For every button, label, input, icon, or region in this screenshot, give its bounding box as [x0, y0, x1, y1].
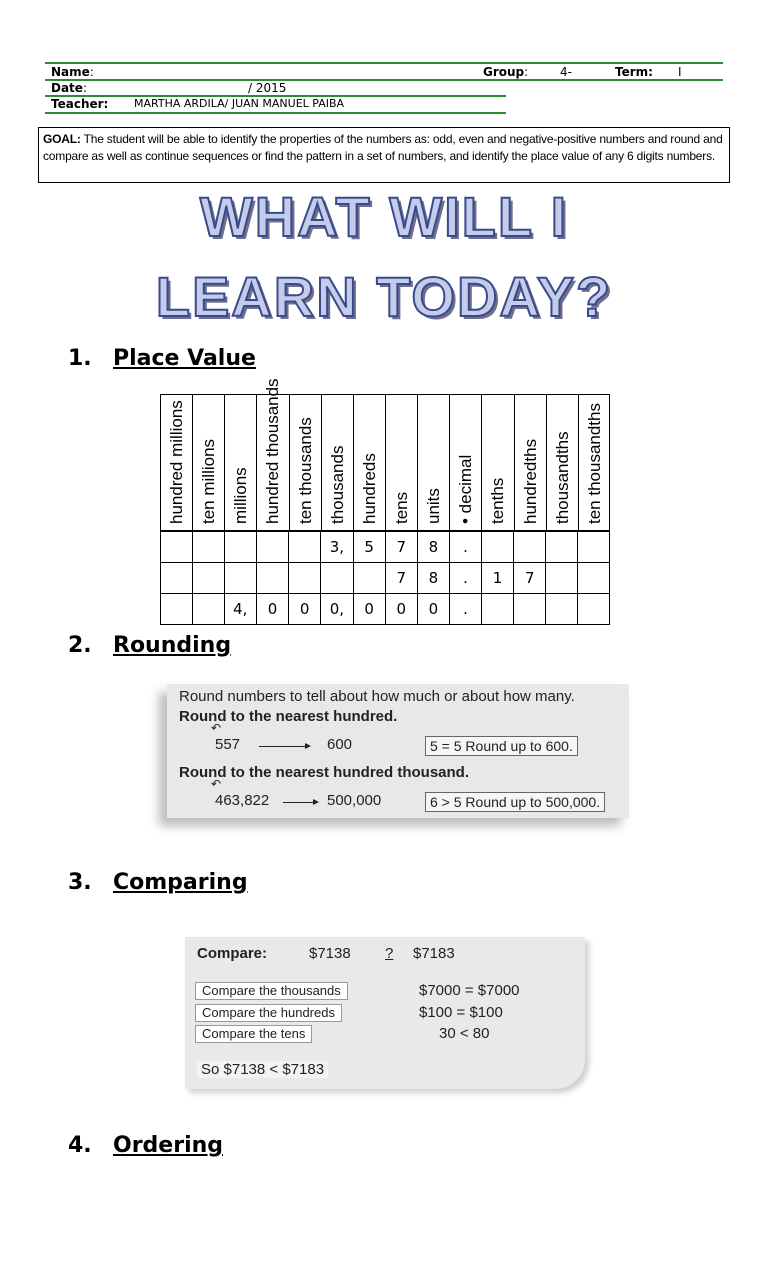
name-field: Name: [51, 65, 94, 79]
table-cell: 0 [289, 594, 321, 625]
compare-a: $7138 [309, 945, 351, 962]
rounding-ex1-from: 557 [215, 736, 241, 753]
rounding-ex1-note: 5 = 5 Round up to 600. [425, 736, 578, 756]
goal-text: The student will be able to identify the properties of the numbers as: odd, even and negative-positive numbers and round and compare as well as continue sequences or find the pattern in a set of numbers, and identify the place value of any 6 digits numbers. [43, 132, 723, 163]
table-cell: . [450, 532, 482, 563]
table-cell: 0, [321, 594, 353, 625]
table-cell [256, 563, 288, 594]
term-label: Term: [615, 65, 653, 79]
table-cell [192, 532, 224, 563]
place-value-column [193, 395, 225, 530]
table-cell: 8 [417, 532, 449, 563]
table-cell: 3, [321, 532, 353, 563]
place-value-column [515, 395, 547, 530]
comparing-conclusion: So $7138 < $7183 [197, 1061, 328, 1078]
rounding-ex2-note: 6 > 5 Round up to 500,000. [425, 792, 605, 812]
table-cell [514, 532, 546, 563]
rounding-ex2-from: 463,822 [215, 792, 270, 809]
place-value-header-label: ten millions [199, 438, 219, 524]
place-value-column [547, 395, 579, 530]
place-value-column [225, 395, 257, 530]
place-value-header-label: millions [231, 467, 251, 524]
table-cell [321, 563, 353, 594]
place-value-header-label: hundred millions [167, 400, 187, 524]
term-value: I [678, 65, 682, 79]
place-value-header-label: tens [392, 491, 412, 524]
table-cell [161, 532, 193, 563]
section-rounding: 2. Rounding [68, 633, 232, 658]
place-value-column [322, 395, 354, 530]
arrow-right-icon [259, 746, 309, 747]
step-hundreds-label: Compare the hundreds [195, 1004, 342, 1022]
table-cell [353, 563, 385, 594]
section-ordering: 4. Ordering [68, 1133, 224, 1158]
table-cell [546, 532, 578, 563]
section-place-value: 1. Place Value [68, 346, 256, 371]
table-cell [256, 532, 288, 563]
table-cell [578, 532, 610, 563]
table-cell: . [450, 563, 482, 594]
rounding-heading-hundred: Round to the nearest hundred. [179, 708, 398, 725]
table-cell [224, 532, 256, 563]
date-field: Date: [51, 81, 87, 95]
place-value-column [354, 395, 386, 530]
table-cell [482, 532, 514, 563]
rounding-ex1-to: 600 [327, 736, 353, 753]
table-cell: 7 [385, 563, 417, 594]
table-cell [161, 563, 193, 594]
table-cell [192, 594, 224, 625]
table-cell [224, 563, 256, 594]
table-row [161, 594, 610, 625]
title-line-1: WHAT WILL I [199, 185, 569, 248]
title-line-2: LEARN TODAY? [155, 265, 613, 328]
step-thousands-result: $7000 = $7000 [419, 982, 520, 999]
place-value-header-label: ten thousands [295, 417, 315, 524]
section-comparing: 3. Comparing [68, 870, 248, 895]
compare-b: $7183 [413, 945, 455, 962]
header-rule-top [45, 62, 723, 64]
table-cell: 8 [417, 563, 449, 594]
table-cell [578, 563, 610, 594]
step-thousands-label: Compare the thousands [195, 982, 348, 1000]
compare-label: Compare: [197, 945, 268, 962]
curve-arrow-icon: ↶ [211, 721, 222, 735]
place-value-column [257, 378, 289, 530]
table-cell: 0 [256, 594, 288, 625]
place-value-header-label: ten thousandths [584, 403, 604, 524]
table-cell: 1 [482, 563, 514, 594]
table-cell [546, 563, 578, 594]
goal-label: GOAL: [43, 132, 81, 146]
table-cell: 0 [353, 594, 385, 625]
compare-question: ? [385, 945, 394, 962]
table-cell [578, 594, 610, 625]
place-value-column [161, 395, 193, 530]
place-value-header-label: hundreds [359, 453, 379, 524]
place-value-header [160, 378, 610, 531]
place-value-header-label: tenths [488, 477, 508, 524]
rounding-ex2-to: 500,000 [327, 792, 382, 809]
place-value-column [579, 395, 611, 530]
rounding-intro: Round numbers to tell about how much or about how many. [179, 688, 575, 705]
place-value-header-label: hundredths [520, 438, 540, 524]
teacher-value: MARTHA ARDILA/ JUAN MANUEL PAIBA [134, 97, 345, 110]
comparing-example-image [185, 937, 585, 1089]
place-value-column [450, 395, 482, 530]
place-value-header-label: units [424, 488, 444, 524]
rounding-heading-hundred-thousand: Round to the nearest hundred thousand. [179, 764, 469, 781]
table-cell [514, 594, 546, 625]
table-cell: 7 [385, 532, 417, 563]
table-cell [546, 594, 578, 625]
curve-arrow-icon: ↶ [211, 777, 222, 791]
place-value-table [160, 531, 610, 625]
step-tens-result: 30 < 80 [439, 1025, 490, 1042]
place-value-header-label: thousands [327, 445, 347, 524]
place-value-column [386, 395, 418, 530]
arrow-right-icon [283, 802, 317, 803]
table-cell: 5 [353, 532, 385, 563]
table-cell: 0 [385, 594, 417, 625]
table-cell: 0 [417, 594, 449, 625]
header-rule-bottom [45, 112, 506, 114]
step-hundreds-result: $100 = $100 [419, 1004, 503, 1021]
place-value-header-label: • decimal [456, 454, 476, 524]
date-value: / 2015 [248, 81, 287, 95]
table-cell [192, 563, 224, 594]
group-value: 4- [560, 65, 572, 79]
table-cell [482, 594, 514, 625]
table-cell: 7 [514, 563, 546, 594]
table-cell [289, 563, 321, 594]
goal-box [38, 127, 730, 183]
place-value-column [482, 395, 514, 530]
teacher-label: Teacher: [51, 97, 109, 111]
rounding-example-image [167, 684, 629, 818]
place-value-column [290, 395, 322, 530]
table-row [161, 563, 610, 594]
place-value-header-label: thousandths [552, 431, 572, 524]
step-tens-label: Compare the tens [195, 1025, 312, 1043]
group-field: Group: [483, 65, 529, 79]
table-cell: 4, [224, 594, 256, 625]
place-value-column [418, 395, 450, 530]
header-rule-2 [45, 79, 723, 81]
table-cell: . [450, 594, 482, 625]
place-value-header-label: hundred thousands [263, 378, 283, 524]
table-cell [289, 532, 321, 563]
table-cell [161, 594, 193, 625]
table-row [161, 532, 610, 563]
